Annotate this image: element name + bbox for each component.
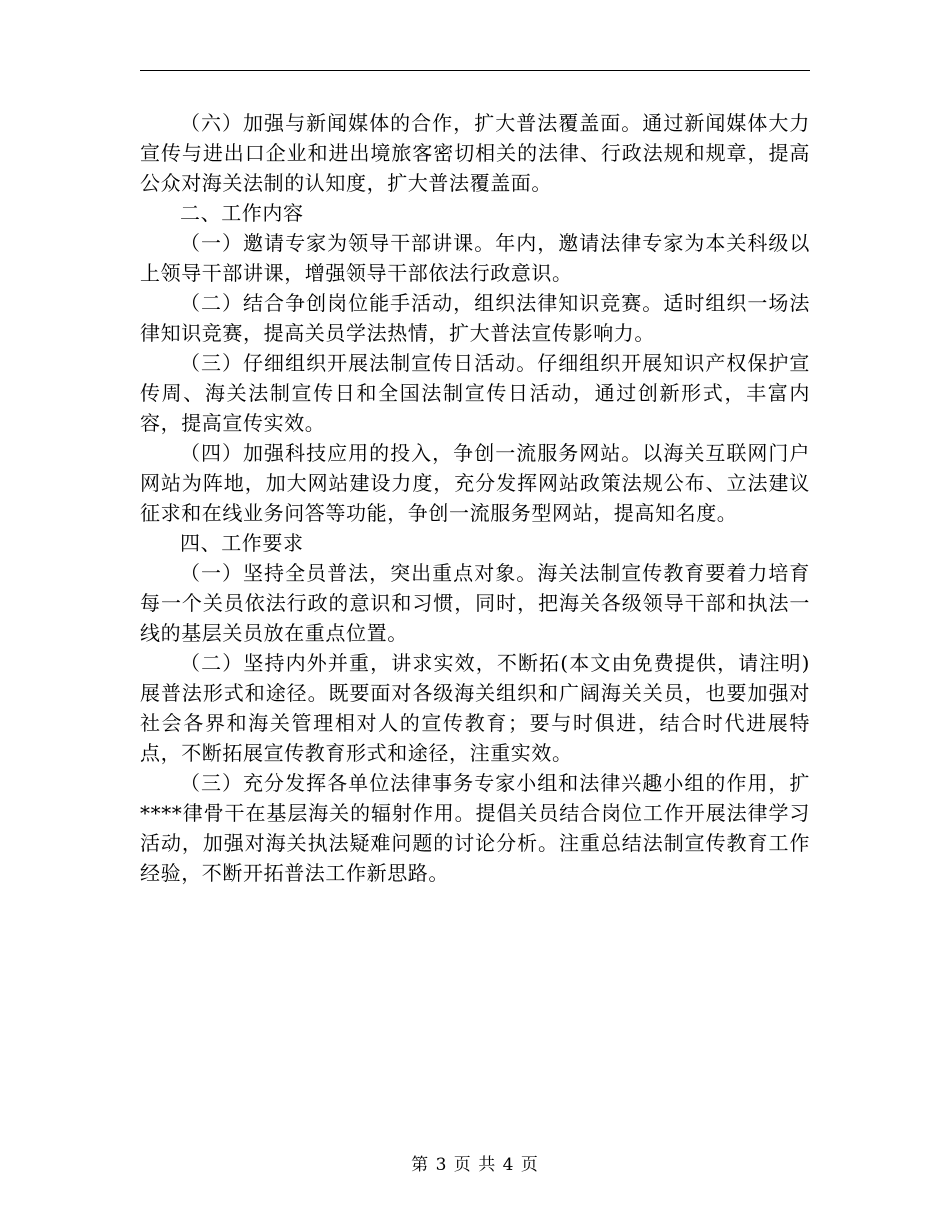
- page-number-footer: 第 3 页 共 4 页: [411, 1155, 539, 1175]
- header-rule: [140, 70, 810, 71]
- paragraph-2-knowledge-contest: （二）结合争创岗位能手活动，组织法律知识竞赛。适时组织一场法律知识竞赛，提高关员学法热情，扩大普法宣传影响力。: [140, 291, 810, 345]
- paragraph-4-service-website: （四）加强科技应用的投入，争创一流服务网站。以海关互联网门户网站为阵地，加大网站建设力度，充分发挥网站政策法规公布、立法建议征求和在线业务问答等功能，争创一流服务型网站，提高知名度。: [140, 441, 810, 525]
- document-body: [140, 108, 810, 888]
- paragraph-6-media-cooperation: （六）加强与新闻媒体的合作，扩大普法覆盖面。通过新闻媒体大力宣传与进出口企业和进出境旅客密切相关的法律、行政法规和规章，提高公众对海关法制的认知度，扩大普法覆盖面。: [140, 111, 810, 195]
- paragraph-1-expert-lectures: （一）邀请专家为领导干部讲课。年内，邀请法律专家为本关科级以上领导干部讲课，增强领导干部依法行政意识。: [140, 231, 810, 285]
- paragraph-2-internal-external: （二）坚持内外并重，讲求实效，不断拓(本文由免费提供，请注明)展普法形式和途径。既要面对各级海关组织和广阔海关关员，也要加强对社会各界和海关管理相对人的宣传教育；要与时俱进，结合时代进展特点，不断拓展宣传教育形式和途径，注重实效。: [140, 651, 810, 765]
- section-heading-work-content: 二、工作内容: [180, 201, 304, 225]
- section-heading-work-requirements: 四、工作要求: [180, 531, 304, 555]
- paragraph-3-legal-publicity-day: （三）仔细组织开展法制宣传日活动。仔细组织开展知识产权保护宣传周、海关法制宣传日和全国法制宣传日活动，通过创新形式，丰富内容，提高宣传实效。: [140, 351, 810, 435]
- paragraph-1-universal-legal-education: （一）坚持全员普法，突出重点对象。海关法制宣传教育要着力培育每一个关员依法行政的意识和习惯，同时，把海关各级领导干部和执法一线的基层关员放在重点位置。: [140, 561, 810, 645]
- paragraph-3-expert-groups: （三）充分发挥各单位法律事务专家小组和法律兴趣小组的作用，扩****律骨干在基层海关的辐射作用。提倡关员结合岗位工作开展法律学习活动，加强对海关执法疑难问题的讨论分析。注重总结法制宣传教育工作经验，不断开拓普法工作新思路。: [140, 771, 810, 885]
